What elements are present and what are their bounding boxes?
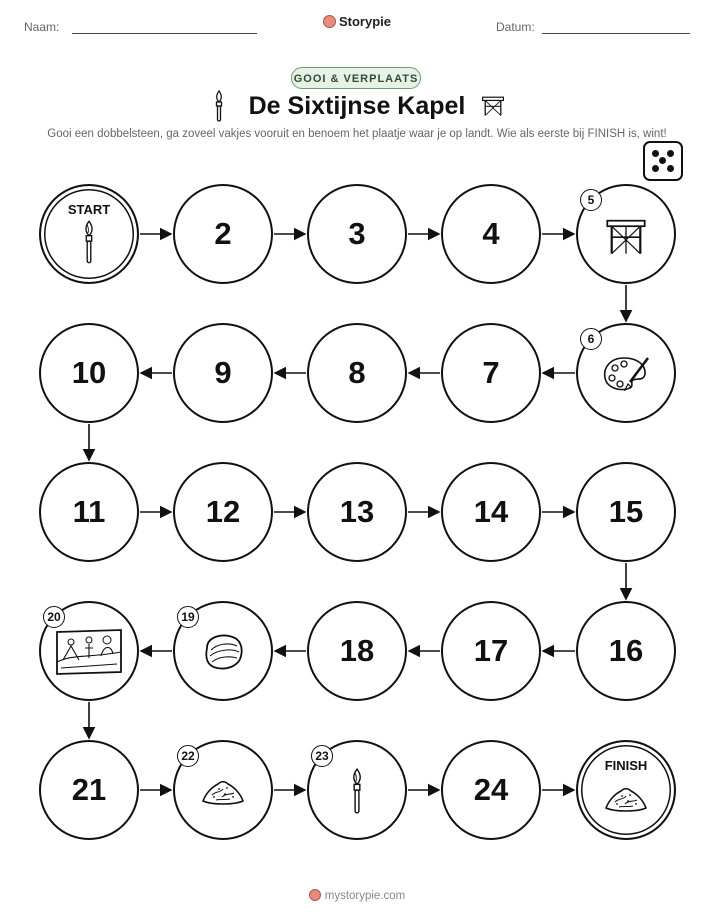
page-title: De Sixtijnse Kapel xyxy=(248,92,466,120)
footer xyxy=(0,889,714,902)
space-number: 4 xyxy=(482,216,500,251)
date-label: Datum: xyxy=(496,20,535,34)
space-number-badge: 19 xyxy=(177,606,199,628)
finish-label: FINISH xyxy=(604,758,648,773)
board-space-15 xyxy=(576,462,676,562)
start-label: START xyxy=(67,202,111,217)
space-number: 24 xyxy=(473,772,509,807)
space-number: 21 xyxy=(71,772,107,807)
space-number: 17 xyxy=(473,633,509,668)
space-number: 10 xyxy=(71,355,107,390)
space-number-badge: 20 xyxy=(43,606,65,628)
board-space-21 xyxy=(39,740,139,840)
board-space-3 xyxy=(307,184,407,284)
space-number: 9 xyxy=(214,355,232,390)
board-space-24 xyxy=(441,740,541,840)
footer-url[interactable]: mystorypie.com xyxy=(324,890,406,902)
space-number: 13 xyxy=(339,494,375,529)
board-space-12 xyxy=(173,462,273,562)
fresco-icon xyxy=(53,626,125,686)
pigment-pile-icon xyxy=(200,775,246,815)
board-space-13 xyxy=(307,462,407,562)
paintbrush-icon xyxy=(348,767,365,823)
board-space-8 xyxy=(307,323,407,423)
board-space-17 xyxy=(441,601,541,701)
storypie-logo-icon xyxy=(309,889,321,901)
brand-name: Storypie xyxy=(338,14,391,29)
board-space-10 xyxy=(39,323,139,423)
space-number: 15 xyxy=(608,494,644,529)
plaster-icon xyxy=(199,630,247,682)
board-space-18 xyxy=(307,601,407,701)
space-number: 3 xyxy=(348,216,366,251)
scaffold-icon xyxy=(604,213,648,265)
finish-space xyxy=(576,740,676,840)
space-number: 12 xyxy=(205,494,241,529)
game-type-badge: GOOI & VERPLAATS xyxy=(291,67,421,89)
space-number: 14 xyxy=(473,494,509,529)
paintbrush-icon xyxy=(81,219,97,272)
space-number-badge: 22 xyxy=(177,745,199,767)
board-space-11 xyxy=(39,462,139,562)
name-label: Naam: xyxy=(24,20,60,34)
palette-icon xyxy=(600,352,652,404)
board-space-4 xyxy=(441,184,541,284)
board-space-9 xyxy=(173,323,273,423)
board-space-16 xyxy=(576,601,676,701)
board-space-2 xyxy=(173,184,273,284)
space-number: 8 xyxy=(348,355,366,390)
space-number: 7 xyxy=(482,355,500,390)
space-number: 11 xyxy=(72,494,106,529)
space-number-badge: 23 xyxy=(311,745,333,767)
instructions: Gooi een dobbelsteen, ga zoveel vakjes vooruit en benoem het plaatje waar je op landt. Wie als eerste bij FINISH is, wint! xyxy=(47,128,667,140)
space-number-badge: 6 xyxy=(580,328,602,350)
start-space xyxy=(39,184,139,284)
pigment-pile-icon xyxy=(603,782,649,822)
board-space-14 xyxy=(441,462,541,562)
space-number: 2 xyxy=(214,216,232,251)
space-number: 18 xyxy=(339,633,375,668)
space-number: 16 xyxy=(608,633,644,668)
space-number-badge: 5 xyxy=(580,189,602,211)
board-space-7 xyxy=(441,323,541,423)
